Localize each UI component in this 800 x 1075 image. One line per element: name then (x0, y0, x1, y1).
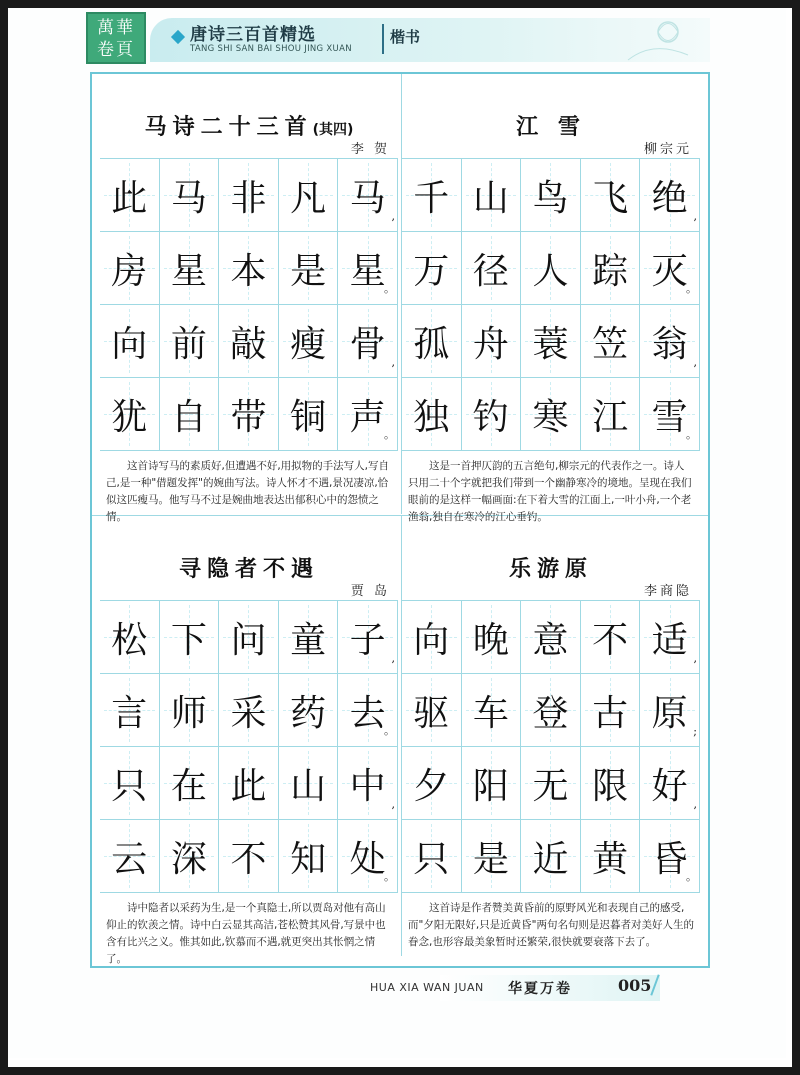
character: 驱 (413, 692, 450, 734)
character-grid (402, 158, 700, 451)
poem-block (100, 74, 398, 523)
character-cell (521, 674, 581, 746)
character-cell (338, 159, 398, 231)
character-cell (402, 601, 462, 673)
character: 意 (532, 619, 569, 661)
character-cell (402, 305, 462, 377)
character-cell (219, 820, 279, 892)
character-cell (279, 601, 339, 673)
poem-block (402, 74, 700, 523)
grid-row (402, 674, 700, 747)
character-cell (160, 747, 220, 819)
footer-title: 华夏万卷 (508, 981, 572, 997)
character-grid (100, 600, 398, 893)
character-cell (462, 601, 522, 673)
character: 骨 (349, 323, 386, 365)
character: 只 (111, 765, 148, 807)
character-cell (160, 820, 220, 892)
character-cell (581, 747, 641, 819)
character: 晚 (472, 619, 509, 661)
character: 黄 (592, 838, 629, 880)
grid-row (402, 305, 700, 378)
character-cell (338, 232, 398, 304)
character-cell (462, 159, 522, 231)
character-cell (640, 305, 700, 377)
poem-author: 柳宗元 (643, 142, 692, 157)
character: 登 (532, 692, 569, 734)
character-cell (279, 159, 339, 231)
character: 去 (349, 692, 386, 734)
character: 童 (290, 619, 327, 661)
character-cell (338, 378, 398, 450)
punctuation: ; (693, 725, 697, 738)
character-cell (462, 378, 522, 450)
character: 独 (413, 396, 450, 438)
character: 带 (230, 396, 267, 438)
header-separator (382, 24, 384, 54)
series-title: 唐诗三百首精选 (190, 25, 316, 45)
punctuation: , (391, 652, 395, 665)
character: 采 (230, 692, 267, 734)
character-cell (160, 378, 220, 450)
character-cell (219, 378, 279, 450)
character: 此 (230, 765, 267, 807)
character-cell (640, 232, 700, 304)
poem-note: 诗中隐者以采药为生,是一个真隐士,所以贾岛对他有高山仰止的钦羡之情。诗中白云显其高洁,苍松赞其风骨,写景中也含有比兴之义。惟其如此,钦慕而不遇,就更突出其怅惘之情了。 (106, 902, 386, 965)
footer-pinyin: HUA XIA WAN JUAN (370, 981, 484, 994)
character-cell (402, 378, 462, 450)
grid-row (402, 159, 700, 232)
character: 非 (230, 177, 267, 219)
character: 瘦 (290, 323, 327, 365)
character: 下 (170, 619, 207, 661)
character: 钓 (472, 396, 509, 438)
character-cell (581, 601, 641, 673)
punctuation: 。 (685, 428, 697, 441)
character-cell (279, 747, 339, 819)
poem-author: 贾 岛 (350, 584, 390, 599)
character-cell (402, 159, 462, 231)
calligraphy-style-label: 楷书 (390, 28, 421, 46)
character: 绝 (651, 177, 688, 219)
character: 在 (170, 765, 207, 807)
character-cell (521, 747, 581, 819)
character-cell (521, 378, 581, 450)
character-cell (279, 820, 339, 892)
poem-block (402, 516, 700, 956)
punctuation: 。 (685, 870, 697, 883)
character-cell (279, 378, 339, 450)
page-number: 005 (618, 976, 652, 995)
character-cell (160, 601, 220, 673)
grid-row (100, 378, 398, 451)
character: 不 (592, 619, 629, 661)
character: 星 (170, 250, 207, 292)
character: 踪 (592, 250, 629, 292)
punctuation: 。 (383, 724, 395, 737)
character-grid (100, 158, 398, 451)
character: 问 (230, 619, 267, 661)
character-cell (100, 820, 160, 892)
character: 适 (651, 619, 688, 661)
character-cell (338, 747, 398, 819)
punctuation: , (693, 652, 697, 665)
character-cell (640, 601, 700, 673)
character: 千 (413, 177, 450, 219)
character-cell (521, 601, 581, 673)
punctuation: , (391, 356, 395, 369)
poem-title-text: 寻隐者不遇 (178, 557, 319, 582)
character-cell (219, 159, 279, 231)
character: 不 (230, 838, 267, 880)
character-cell (402, 232, 462, 304)
character-cell (219, 601, 279, 673)
character: 近 (532, 838, 569, 880)
grid-row (100, 820, 398, 893)
character: 中 (349, 765, 386, 807)
punctuation: , (693, 798, 697, 811)
logo-line: 卷頁 (97, 40, 135, 60)
punctuation: , (693, 356, 697, 369)
character: 山 (290, 765, 327, 807)
character: 阳 (472, 765, 509, 807)
grid-row (100, 159, 398, 232)
character: 此 (111, 177, 148, 219)
poem-title-sub: (其四) (312, 122, 354, 138)
punctuation: , (391, 210, 395, 223)
character-cell (462, 820, 522, 892)
character-cell (279, 232, 339, 304)
character: 敲 (230, 323, 267, 365)
character-cell (100, 378, 160, 450)
character-cell (100, 159, 160, 231)
character: 江 (592, 396, 629, 438)
column-divider (401, 74, 402, 514)
grid-row (402, 820, 700, 893)
punctuation: 。 (383, 428, 395, 441)
character-cell (581, 232, 641, 304)
character: 云 (111, 838, 148, 880)
character-cell (581, 378, 641, 450)
column-divider (401, 516, 402, 956)
character: 松 (111, 619, 148, 661)
poem-author: 李商隐 (643, 584, 692, 599)
character: 知 (290, 838, 327, 880)
poem-title (100, 552, 398, 583)
character-cell (640, 159, 700, 231)
character: 雪 (651, 396, 688, 438)
character: 药 (290, 692, 327, 734)
character-cell (462, 747, 522, 819)
character-cell (462, 232, 522, 304)
character-cell (219, 674, 279, 746)
grid-row (402, 378, 700, 451)
character: 本 (230, 250, 267, 292)
character-cell (640, 674, 700, 746)
poem-author: 李 贺 (350, 142, 390, 157)
character-cell (279, 305, 339, 377)
character-cell (402, 820, 462, 892)
character-cell (581, 674, 641, 746)
character: 蓑 (532, 323, 569, 365)
character: 寒 (532, 396, 569, 438)
character: 是 (472, 838, 509, 880)
character-cell (338, 305, 398, 377)
character-cell (640, 820, 700, 892)
character: 马 (170, 177, 207, 219)
poem-title (100, 110, 398, 141)
character-cell (279, 674, 339, 746)
character-cell (100, 305, 160, 377)
character: 只 (413, 838, 450, 880)
character: 向 (111, 323, 148, 365)
punctuation: , (391, 798, 395, 811)
grid-row (100, 747, 398, 820)
character-cell (338, 820, 398, 892)
poem-title (402, 552, 700, 583)
grid-row (100, 232, 398, 305)
character: 深 (170, 838, 207, 880)
character-cell (160, 674, 220, 746)
character-cell (640, 747, 700, 819)
poem-note: 这首诗写马的素质好,但遭遇不好,用拟物的手法写人,写自己,是一种"借题发挥"的婉曲写法。诗人怀才不遇,景况凄凉,恰似这匹瘦马。他写马不过是婉曲地表达出郁积心中的怨愤之情。 (106, 460, 390, 523)
poem-title (402, 110, 700, 141)
character-cell (521, 159, 581, 231)
grid-row (100, 601, 398, 674)
character-cell (338, 674, 398, 746)
series-pinyin: TANG SHI SAN BAI SHOU JING XUAN (190, 44, 352, 54)
grid-row (100, 674, 398, 747)
character: 车 (472, 692, 509, 734)
character: 师 (170, 692, 207, 734)
character-cell (581, 305, 641, 377)
character-cell (581, 159, 641, 231)
character: 马 (349, 177, 386, 219)
character-cell (462, 305, 522, 377)
character-cell (219, 305, 279, 377)
poem-title-text: 乐游原 (508, 557, 593, 582)
logo-line: 萬華 (97, 18, 135, 38)
character-cell (462, 674, 522, 746)
character-cell (640, 378, 700, 450)
character: 星 (349, 250, 386, 292)
character-cell (338, 601, 398, 673)
character: 孤 (413, 323, 450, 365)
character: 原 (651, 692, 688, 734)
character-cell (521, 232, 581, 304)
character-cell (402, 674, 462, 746)
character: 山 (472, 177, 509, 219)
punctuation: 。 (685, 282, 697, 295)
logo (86, 12, 146, 64)
character-grid (402, 600, 700, 893)
character: 犹 (111, 396, 148, 438)
character: 夕 (413, 765, 450, 807)
character: 凡 (290, 177, 327, 219)
character: 径 (472, 250, 509, 292)
character-cell (219, 747, 279, 819)
main-content-box (90, 72, 710, 968)
character: 古 (592, 692, 629, 734)
character: 自 (170, 396, 207, 438)
character: 子 (349, 619, 386, 661)
poem-note: 这首诗是作者赞美黄昏前的原野风光和表现自己的感受,而"夕阳无限好,只是近黄昏"两句名句则是迟暮者对美好人生的眷念,也形容最美象暂时还繁荣,很快就要衰落下去了。 (408, 902, 694, 948)
punctuation: 。 (383, 282, 395, 295)
character: 限 (592, 765, 629, 807)
grid-row (100, 305, 398, 378)
character-cell (100, 601, 160, 673)
character: 笠 (592, 323, 629, 365)
poem-note: 这是一首押仄韵的五言绝句,柳宗元的代表作之一。诗人只用二十个字就把我们带到一个幽静寒冷的境地。呈现在我们眼前的是这样一幅画面:在下着大雪的江面上,一叶小舟,一个老渔翁,独自在寒冷的江心垂钓。 (408, 460, 692, 523)
character: 飞 (592, 177, 629, 219)
character: 言 (111, 692, 148, 734)
character: 铜 (290, 396, 327, 438)
character: 翁 (651, 323, 688, 365)
character: 人 (532, 250, 569, 292)
punctuation: 。 (383, 870, 395, 883)
character: 处 (349, 838, 386, 880)
character-cell (100, 747, 160, 819)
character: 舟 (472, 323, 509, 365)
character-cell (100, 232, 160, 304)
character-cell (581, 820, 641, 892)
character: 是 (290, 250, 327, 292)
poem-title-text: 江 雪 (516, 115, 586, 140)
character-cell (160, 305, 220, 377)
character: 向 (413, 619, 450, 661)
character-cell (402, 747, 462, 819)
character: 昏 (651, 838, 688, 880)
character: 鸟 (532, 177, 569, 219)
character: 万 (413, 250, 450, 292)
character: 灭 (651, 250, 688, 292)
character: 前 (170, 323, 207, 365)
flower-decoration-icon (598, 10, 710, 68)
character-cell (219, 232, 279, 304)
grid-row (402, 601, 700, 674)
character: 好 (651, 765, 688, 807)
poem-block (100, 516, 398, 965)
character: 房 (111, 250, 148, 292)
grid-row (402, 232, 700, 305)
poem-title-text: 马诗二十三首 (144, 115, 313, 140)
punctuation: , (693, 210, 697, 223)
character-cell (160, 232, 220, 304)
character-cell (521, 305, 581, 377)
character: 无 (532, 765, 569, 807)
grid-row (402, 747, 700, 820)
character: 声 (349, 396, 386, 438)
character-cell (100, 674, 160, 746)
character-cell (521, 820, 581, 892)
character-cell (160, 159, 220, 231)
